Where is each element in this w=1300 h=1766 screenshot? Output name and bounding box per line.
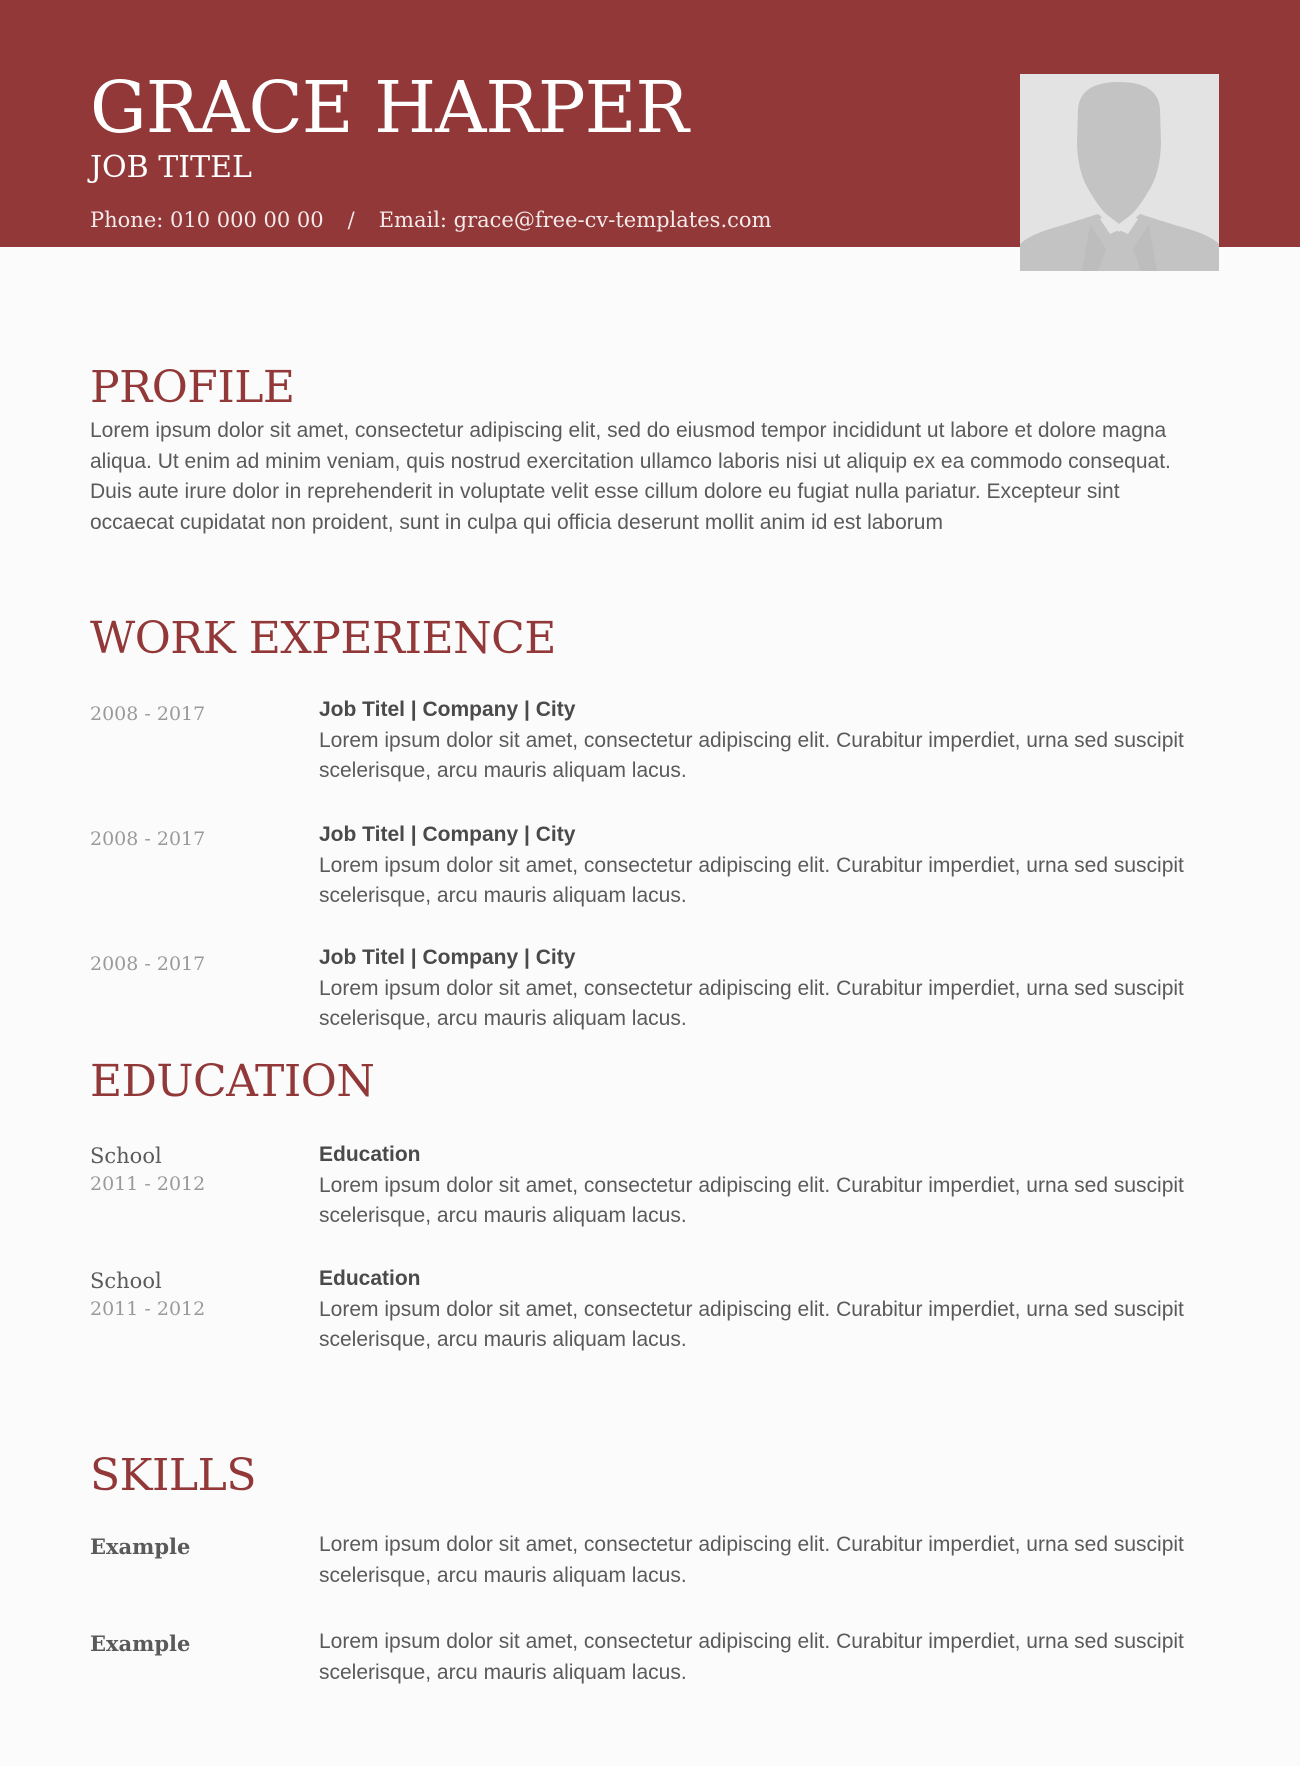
contact-separator: / [347,208,355,232]
work-heading: Job Titel | Company | City [319,823,576,846]
work-item [319,695,1209,787]
skill-description: Lorem ipsum dolor sit amet, consectetur adipiscing elit. Curabitur imperdiet, urna sed suscipit scelerisque, arcu mauris aliquam lacus. [319,1533,1184,1587]
work-description: Lorem ipsum dolor sit amet, consectetur adipiscing elit. Curabitur imperdiet, urna sed suscipit scelerisque, arcu mauris aliquam lacus. [319,728,1184,782]
work-date: 2008 - 2017 [90,828,206,850]
education-heading: Education [319,1267,421,1290]
school-name: School [90,1144,162,1168]
work-heading: Job Titel | Company | City [319,698,576,721]
work-item-date [90,825,290,853]
education-section-title: EDUCATION [90,1056,375,1107]
job-title: JOB TITEL [90,150,252,185]
skill-item [319,1627,1209,1688]
work-item [319,820,1209,912]
person-silhouette-icon [1020,74,1219,271]
work-item-date [90,950,290,978]
education-date: 2011 - 2012 [90,1298,206,1320]
profile-text: Lorem ipsum dolor sit amet, consectetur adipiscing elit, sed do eiusmod tempor incididunt ut labore et dolore magna aliqua. Ut enim ad minim veniam, quis nostrud exercitation ullamco laboris nisi ut aliquip ex ea commodo consequat. Duis aute irure dolor in reprehenderit in voluptate velit esse cillum dolore eu fugiat nulla pariatur. Excepteur sint occaecat cupidatat non proident, sunt in culpa qui officia deserunt mollit anim id est laborum [90,419,1171,534]
work-description: Lorem ipsum dolor sit amet, consectetur adipiscing elit. Curabitur imperdiet, urna sed suscipit scelerisque, arcu mauris aliquam lacus. [319,853,1184,907]
work-date: 2008 - 2017 [90,703,206,725]
skill-name: Example [90,1631,191,1656]
profile-photo-placeholder [1020,74,1219,271]
skills-section-title: SKILLS [90,1450,256,1501]
skill-name: Example [90,1534,191,1559]
work-section-title: WORK EXPERIENCE [90,613,556,664]
phone-text: Phone: 010 000 00 00 [90,208,324,232]
candidate-name: GRACE HARPER [90,66,688,149]
work-date: 2008 - 2017 [90,953,206,975]
education-date: 2011 - 2012 [90,1173,206,1195]
work-description: Lorem ipsum dolor sit amet, consectetur adipiscing elit. Curabitur imperdiet, urna sed suscipit scelerisque, arcu mauris aliquam lacus. [319,976,1184,1030]
profile-section-title: PROFILE [90,362,295,413]
skill-description: Lorem ipsum dolor sit amet, consectetur adipiscing elit. Curabitur imperdiet, urna sed suscipit scelerisque, arcu mauris aliquam lacus. [319,1630,1184,1684]
education-item [319,1140,1209,1232]
work-item [319,943,1209,1035]
skill-item-label [90,1533,290,1561]
work-item-date [90,700,290,728]
education-heading: Education [319,1143,421,1166]
education-item-meta [90,1267,290,1323]
skill-item [319,1530,1209,1591]
education-description: Lorem ipsum dolor sit amet, consectetur adipiscing elit. Curabitur imperdiet, urna sed suscipit scelerisque, arcu mauris aliquam lacus. [319,1297,1184,1351]
school-name: School [90,1269,162,1293]
email-text: Email: grace@free-cv-templates.com [378,208,772,232]
skill-item-label [90,1630,290,1658]
education-item [319,1264,1209,1356]
contact-line [90,206,771,234]
education-item-meta [90,1142,290,1198]
work-heading: Job Titel | Company | City [319,946,576,969]
education-description: Lorem ipsum dolor sit amet, consectetur adipiscing elit. Curabitur imperdiet, urna sed suscipit scelerisque, arcu mauris aliquam lacus. [319,1173,1184,1227]
